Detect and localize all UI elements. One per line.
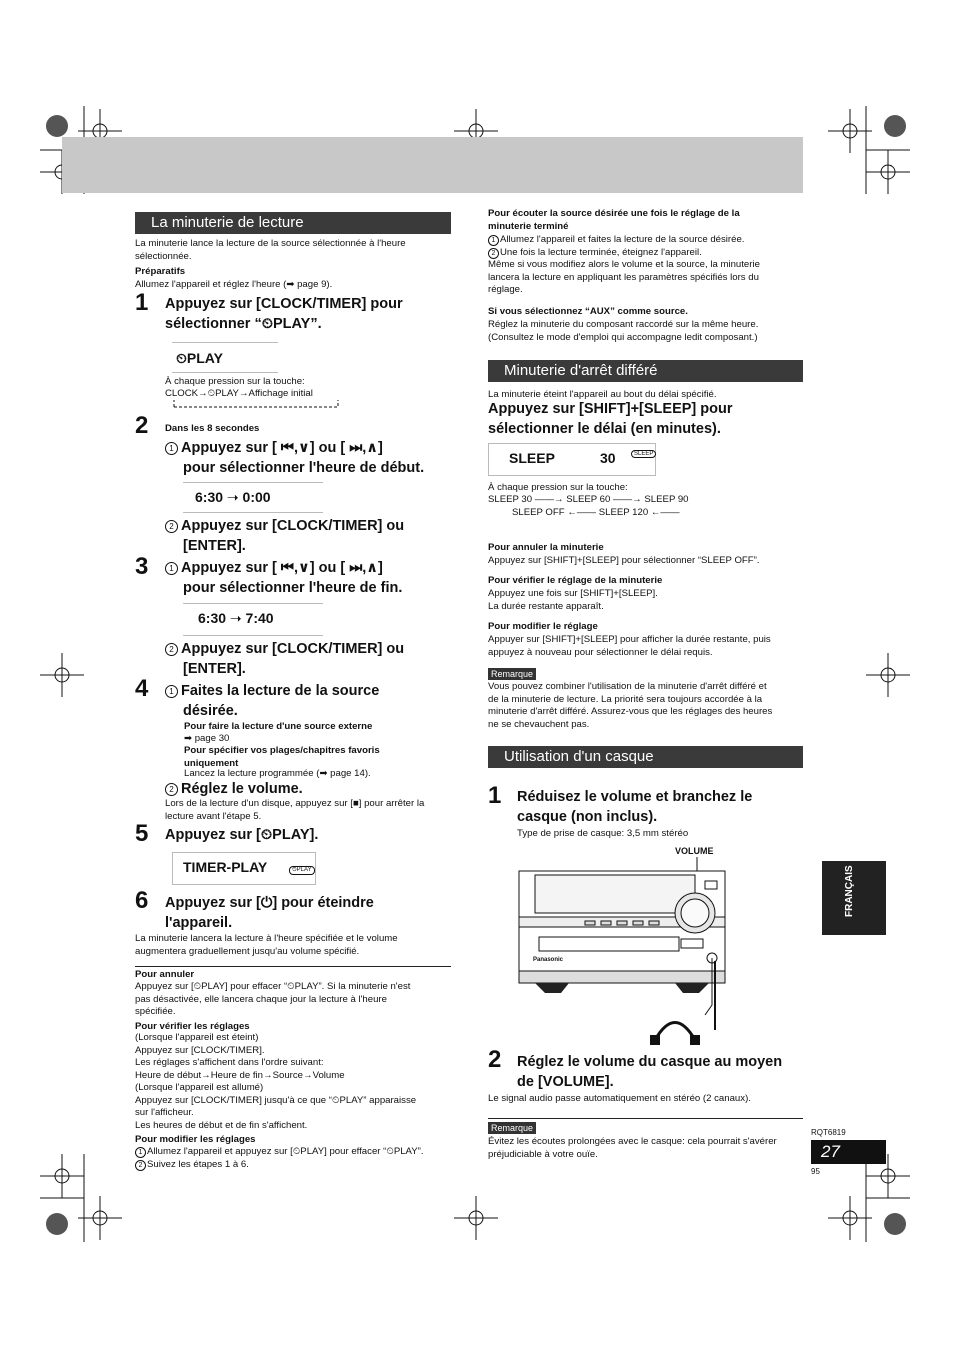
step3b-heading: 2 Appuyez sur [CLOCK/TIMER] ou [ENTER]. [165, 639, 404, 679]
step5-heading: Appuyez sur [⏲PLAY]. [165, 827, 319, 843]
small-page-number: 95 [811, 1167, 820, 1176]
sleep-heading: Appuyez sur [SHIFT]+[SLEEP] pour sélectionner le délai (en minutes). [488, 401, 733, 437]
sleep-intro: La minuterie éteint l'appareil au bout du délai spécifié. [488, 389, 717, 400]
favorites-text: Lancez la lecture programmée (➡ page 14). [184, 768, 371, 779]
display-end-time: 6:30 ➝ 7:40 [198, 610, 274, 626]
modify-text: 1 Allumez l'appareil et appuyez sur [⏲PLAY] pour effacer “⏲PLAY”. 2 Suivez les étapes 1 à 6. [135, 1146, 455, 1171]
step-number: 2 [488, 1046, 502, 1073]
divider [183, 512, 323, 513]
hp-step1-heading: Réduisez le volume et branchez le casque (non inclus). [517, 789, 753, 825]
divider [183, 635, 323, 636]
verify-text: Appuyez une fois sur [SHIFT]+[SLEEP]. La durée restante apparaît. [488, 588, 658, 612]
divider [488, 1118, 803, 1119]
divider [172, 342, 278, 343]
modify-label: Pour modifier les réglages [135, 1134, 256, 1145]
timer-play-display: TIMER-PLAY ⏲PLAY [172, 852, 316, 885]
section-title-sleep: Minuterie d'arrêt différé [488, 360, 803, 382]
cycle-return-arrow [172, 398, 340, 408]
step-number: 2 [135, 412, 149, 439]
divider [135, 966, 451, 967]
step4b-heading: 2 Réglez le volume. [165, 779, 303, 799]
step-number: 4 [135, 675, 149, 702]
cycle-text: CLOCK→⏲PLAY→Affichage initial [165, 388, 313, 399]
external-source-ref: ➡ page 30 [184, 733, 230, 744]
cancel-text: Appuyez sur [⏲PLAY] pour effacer “⏲PLAY”. Si la minuterie n'est pas désactivée, elle lancera chaque jour la lecture à l'heure spécifiée. [135, 981, 411, 1017]
divider [172, 372, 278, 373]
check-text: (Lorsque l'appareil est éteint) Appuyez sur [CLOCK/TIMER]. Les réglages s'affichent dans l'ordre suivant: Heure de début→Heure de fin→Source→Volume (Lorsque l'appareil est allumé) Appuyez sur [CLOCK/TIMER] jusqu'à ce que “⏲PLAY” apparaisse sur l'afficheur. Les heures de début et de fin s'affichent. [135, 1032, 417, 1131]
step-number: 6 [135, 887, 149, 914]
press-note: À chaque pression sur la touche: [165, 376, 305, 387]
step3a-heading: 1 Appuyez sur [ ⏮,∨] ou [ ⏭,∧] pour sélectionner l'heure de fin. [165, 558, 402, 598]
divider [183, 603, 323, 604]
header-band [62, 137, 803, 193]
step6-heading: Appuyez sur [⏻] pour éteindre l'appareil. [165, 895, 374, 931]
prep-text: Allumez l'appareil et réglez l'heure (➡ page 9). [135, 279, 333, 290]
step-number: 1 [135, 289, 149, 316]
step-number: 5 [135, 820, 149, 847]
prep-label: Préparatifs [135, 266, 186, 277]
favorites-label: Pour spécifier vos plages/chapitres favoris uniquement [184, 745, 380, 769]
section-title-timer-play: La minuterie de lecture [135, 212, 451, 234]
check-label: Pour vérifier les réglages [135, 1021, 250, 1032]
sleep-cycle-1: SLEEP 30 ——→ SLEEP 60 ——→ SLEEP 90 [488, 494, 689, 505]
step1-heading: Appuyez sur [CLOCK/TIMER] pour sélectionner “⏲PLAY”. [165, 296, 403, 332]
aux-label: Si vous sélectionnez “AUX” comme source. [488, 306, 688, 317]
divider [183, 482, 323, 483]
display-start-time: 6:30 ➝ 0:00 [195, 489, 271, 505]
modify-setting-label: Pour modifier le réglage [488, 621, 598, 632]
external-source-label: Pour faire la lecture d'une source externe [184, 721, 373, 732]
language-tab: FRANÇAIS [822, 861, 886, 935]
display-play: ⏲PLAY [176, 350, 223, 366]
listen-label: Pour écouter la source désirée une fois le réglage de la minuterie terminé [488, 208, 740, 232]
volume-label: VOLUME [675, 846, 714, 856]
remark-badge: Remarque [488, 668, 536, 680]
within-seconds: Dans les 8 secondes [165, 423, 260, 434]
cancel-timer-text: Appuyez sur [SHIFT]+[SLEEP] pour sélectionner “SLEEP OFF”. [488, 555, 760, 566]
sleep-cycle-2: SLEEP OFF ←—— SLEEP 120 ←—— [512, 507, 680, 518]
sleep-display: SLEEP 30 SLEEP [488, 443, 656, 476]
remark-badge: Remarque [488, 1122, 536, 1134]
cancel-timer-label: Pour annuler la minuterie [488, 542, 604, 553]
cancel-label: Pour annuler [135, 969, 195, 980]
hp-step2-heading: Réglez le volume du casque au moyen de [VOLUME]. [517, 1054, 783, 1090]
intro-text: La minuterie lance la lecture de la source sélectionnée à l'heure sélectionnée. [135, 238, 406, 262]
step2a-heading: 1 Appuyez sur [ ⏮,∨] ou [ ⏭,∧] pour sélectionner l'heure de début. [165, 438, 424, 478]
step4a-heading: 1 Faites la lecture de la source désirée. [165, 681, 379, 721]
sleep-press-note: À chaque pression sur la touche: [488, 482, 628, 493]
step4b-note: Lors de la lecture d'un disque, appuyez sur [■] pour arrêter la lecture avant l'étape 5. [165, 798, 425, 822]
hp-step2-note: Le signal audio passe automatiquement en stéréo (2 canaux). [488, 1093, 751, 1104]
step6-note: La minuterie lancera la lecture à l'heure spécifiée et le volume augmentera graduellement jusqu'au volume spécifié. [135, 933, 398, 957]
aux-text: Réglez la minuterie du composant raccordé sur la même heure. (Consultez le mode d'emploi qui accompagne ledit composant.) [488, 319, 759, 343]
step2b-heading: 2 Appuyez sur [CLOCK/TIMER] ou [ENTER]. [165, 516, 404, 556]
doc-code: RQT6819 [811, 1128, 846, 1137]
step-number: 3 [135, 553, 149, 580]
step-number: 1 [488, 782, 502, 809]
brand-logo: Panasonic [533, 957, 564, 963]
verify-label: Pour vérifier le réglage de la minuterie [488, 575, 663, 586]
remark2-text: Évitez les écoutes prolongées avec le casque: cela pourrait s'avérer préjudiciable à votre ouïe. [488, 1136, 777, 1160]
modify-setting-text: Appuyer sur [SHIFT]+[SLEEP] pour afficher la durée restante, puis appuyez à nouveau pour sélectionner le délai requis. [488, 634, 771, 658]
listen-text: 1 Allumez l'appareil et faites la lecture de la source désirée. 2 Une fois la lecture terminée, éteignez l'appareil. Même si vous modifiez alors le volume et la source, la minuterie lancera la lecture en appliquant les paramètres spécifiés lors du réglage. [488, 234, 760, 295]
section-title-headphones: Utilisation d'un casque [488, 746, 803, 768]
stereo-unit-illustration [515, 855, 730, 1045]
remark-text: Vous pouvez combiner l'utilisation de la minuterie d'arrêt différé et de la minuterie de lecture. La priorité sera toujours accordée à la minuterie d'arrêt différé. Assurez-vous que les réglages des heures ne se chevauchent pas. [488, 681, 773, 730]
page-number: 27 [811, 1140, 886, 1164]
hp-step1-note: Type de prise de casque: 3,5 mm stéréo [517, 828, 689, 839]
